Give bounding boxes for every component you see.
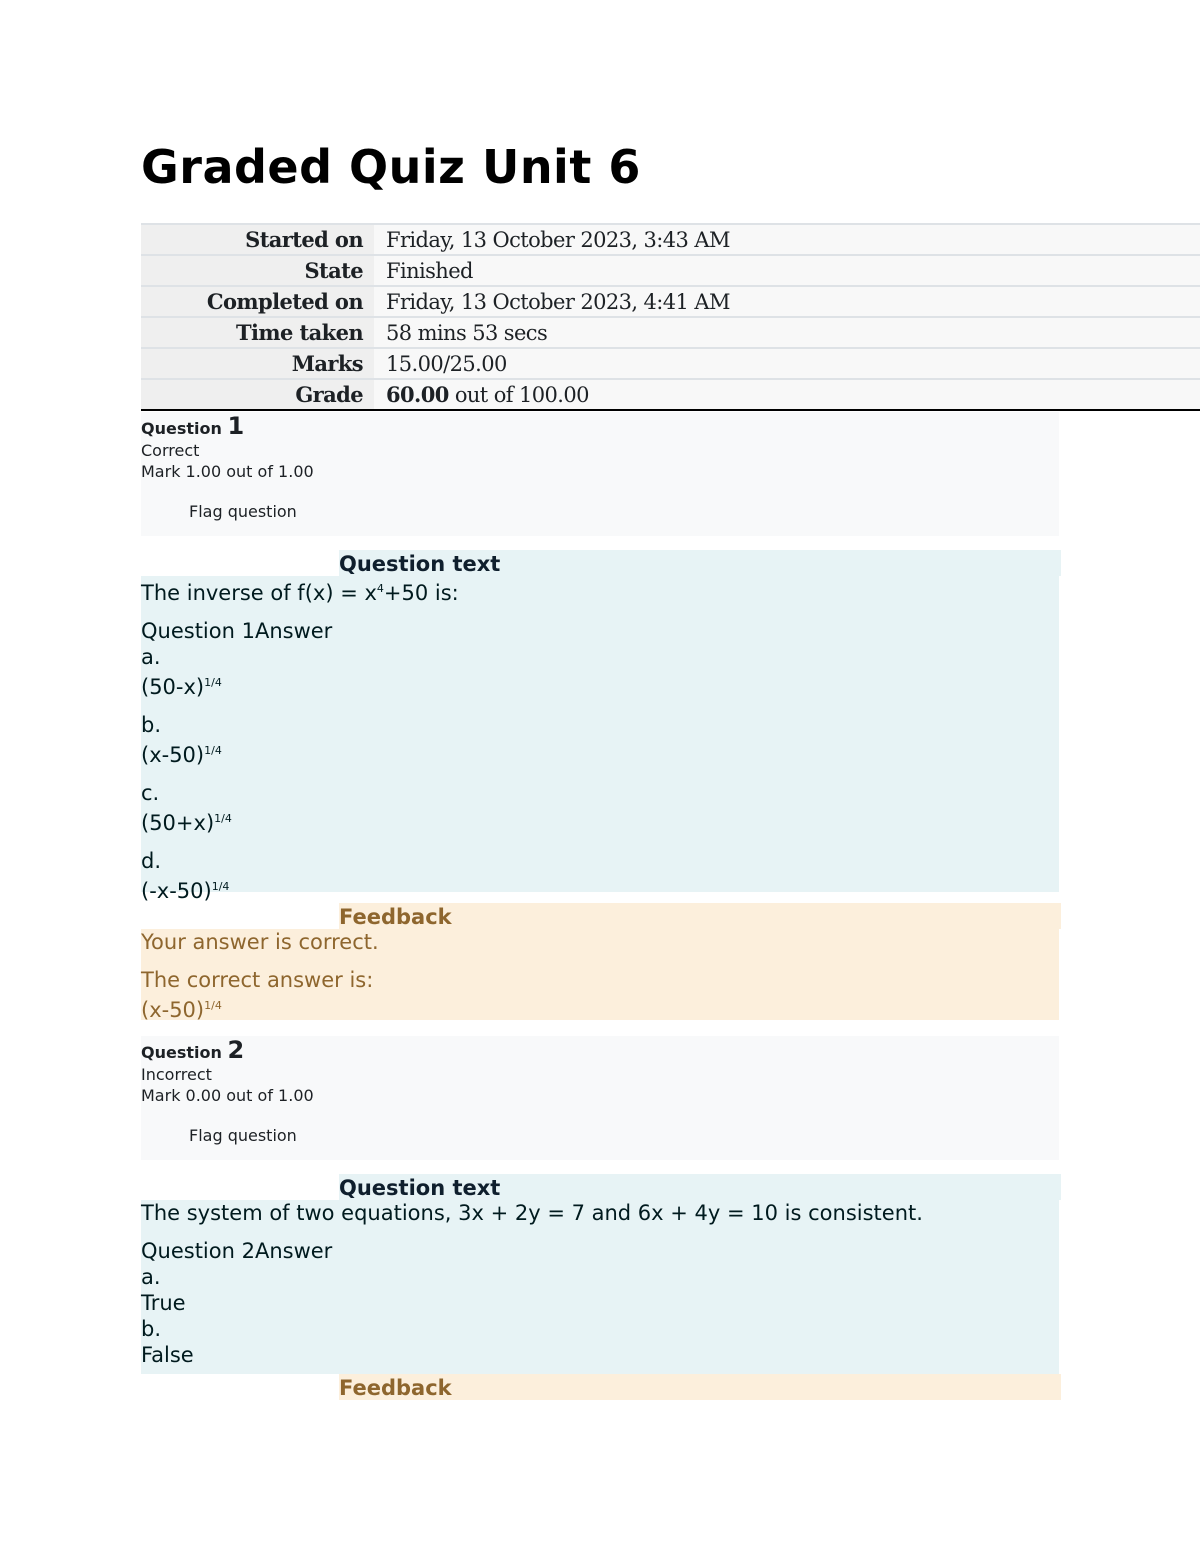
- summary-value: Friday, 13 October 2023, 4:41 AM: [374, 286, 1200, 317]
- flag-question-link[interactable]: Flag question: [189, 502, 297, 521]
- summary-row-grade: [141, 379, 1200, 410]
- option-value: $(x-50)^{1/4}$: [141, 743, 222, 767]
- option-letter: b.: [141, 713, 162, 737]
- summary-row-state: [141, 255, 1200, 286]
- question-2-info: [141, 1036, 1059, 1160]
- question-grade: Mark 1.00 out of 1.00: [141, 462, 314, 481]
- summary-row-completed: [141, 286, 1200, 317]
- summary-label: Completed on: [141, 286, 374, 317]
- question-1-info: [141, 412, 1059, 536]
- question-text-heading: Question text: [339, 1174, 1061, 1200]
- question-text-heading: Question text: [339, 550, 1061, 576]
- answer-option-a[interactable]: [141, 1264, 1059, 1316]
- option-value: $(50-x)^{1/4}$: [141, 675, 222, 699]
- flag-question-link[interactable]: Flag question: [189, 1126, 297, 1145]
- question-1-formulation: [141, 576, 1059, 903]
- summary-label: Started on: [141, 224, 374, 255]
- summary-value: Finished: [374, 255, 1200, 286]
- question-number: Question 1: [141, 412, 245, 440]
- question-state: Correct: [141, 441, 200, 460]
- grade-out-of: out of 100.00: [448, 383, 589, 407]
- summary-label: State: [141, 255, 374, 286]
- answer-option-a[interactable]: [141, 644, 1059, 700]
- summary-label: Marks: [141, 348, 374, 379]
- grade-value: 60.00: [386, 382, 449, 407]
- option-value: True: [141, 1291, 186, 1315]
- question-number: Question 2: [141, 1036, 245, 1064]
- summary-row-time-taken: [141, 317, 1200, 348]
- question-2-formulation: [141, 1200, 1059, 1374]
- feedback-heading: Feedback: [339, 903, 1061, 929]
- attempt-summary-table: [141, 223, 1200, 411]
- option-letter: d.: [141, 849, 162, 873]
- answer-label: Question 1Answer: [141, 619, 333, 643]
- correct-answer-value: $(x-50)^{1/4}$: [141, 998, 222, 1022]
- option-value: $(-x-50)^{1/4}$: [141, 879, 230, 903]
- answer-option-c[interactable]: [141, 780, 1059, 836]
- question-text: The inverse of $f(x) = x^4+50$ is:: [141, 581, 459, 605]
- question-text: The system of two equations, 3x + 2y = 7 and 6x + 4y = 10 is consistent.: [141, 1201, 923, 1225]
- summary-value: 15.00/25.00: [374, 348, 1200, 379]
- option-value: False: [141, 1343, 194, 1367]
- summary-value: 58 mins 53 secs: [374, 317, 1200, 348]
- option-letter: a.: [141, 645, 161, 669]
- option-letter: c.: [141, 781, 160, 805]
- question-1-feedback: [141, 929, 1059, 1020]
- option-letter: a.: [141, 1265, 161, 1289]
- option-value: $(50+x)^{1/4}$: [141, 811, 232, 835]
- feedback-result: Your answer is correct.: [141, 930, 379, 954]
- question-state: Incorrect: [141, 1065, 212, 1084]
- summary-value: Friday, 13 October 2023, 3:43 AM: [374, 224, 1200, 255]
- feedback-heading: Feedback: [339, 1374, 1061, 1400]
- summary-value: [374, 379, 1200, 410]
- answer-option-b[interactable]: [141, 712, 1059, 768]
- summary-row-marks: [141, 348, 1200, 379]
- page-title: Graded Quiz Unit 6: [141, 140, 641, 194]
- summary-label: Time taken: [141, 317, 374, 348]
- summary-label: Grade: [141, 379, 374, 410]
- correct-answer-label: The correct answer is:: [141, 968, 374, 992]
- option-letter: b.: [141, 1317, 162, 1341]
- question-grade: Mark 0.00 out of 1.00: [141, 1086, 314, 1105]
- answer-option-b[interactable]: [141, 1316, 1059, 1368]
- answer-option-d[interactable]: [141, 848, 1059, 904]
- summary-row-started: [141, 224, 1200, 255]
- answer-label: Question 2Answer: [141, 1239, 333, 1263]
